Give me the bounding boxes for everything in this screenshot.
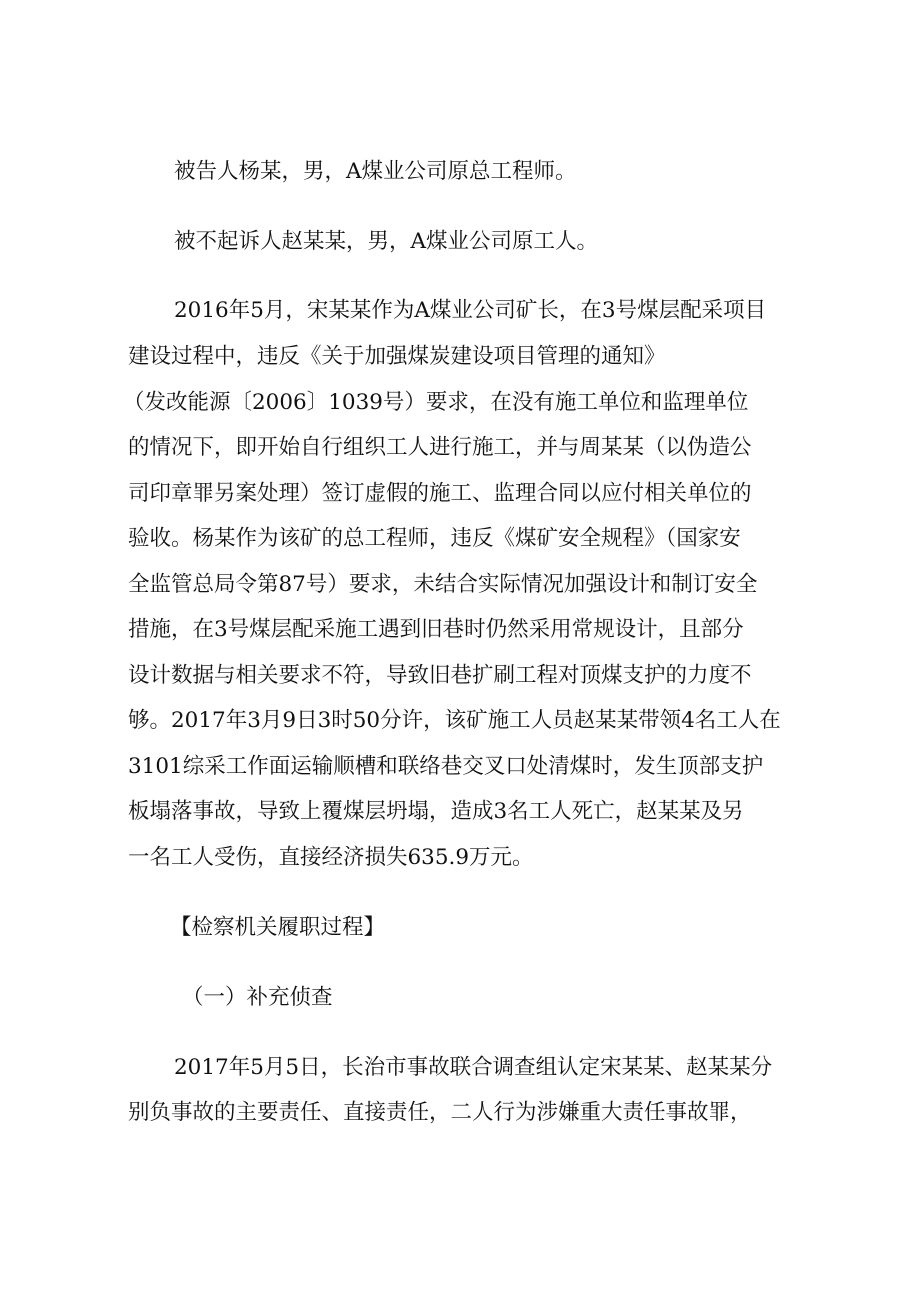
- defendant-line: 被告人杨某，男，A煤业公司原总工程师。: [174, 159, 577, 184]
- facts-line-12: 板塌落事故，导致上覆煤层坍塌，造成3名工人死亡，赵某某及另: [128, 799, 744, 824]
- facts-line-3: （发改能源〔2006〕1039号）要求，在没有施工单位和监理单位: [123, 390, 749, 415]
- facts-line-4: 的情况下，即开始自行组织工人进行施工，并与周某某（以伪造公: [128, 435, 752, 460]
- facts-line-11: 3101综采工作面运输顺槽和联络巷交叉口处清煤时，发生顶部支护: [128, 754, 764, 779]
- facts-line-7: 全监管总局令第87号）要求，未结合实际情况加强设计和制订安全: [128, 572, 758, 597]
- supplement-line-2: 别负事故的主要责任、直接责任，二人行为涉嫌重大责任事故罪，: [128, 1100, 752, 1125]
- facts-line-6: 验收。杨某作为该矿的总工程师，违反《煤矿安全规程》（国家安: [128, 526, 741, 551]
- facts-line-13: 一名工人受伤，直接经济损失635.9万元。: [128, 845, 534, 870]
- facts-line-10: 够。2017年3月9日3时50分许，该矿施工人员赵某某带领4名工人在: [128, 708, 781, 733]
- facts-line-1: 2016年5月，宋某某作为A煤业公司矿长，在3号煤层配采项目: [174, 298, 767, 323]
- facts-line-2: 建设过程中，违反《关于加强煤炭建设项目管理的通知》: [128, 344, 666, 369]
- supplement-line-1: 2017年5月5日，长治市事故联合调查组认定宋某某、赵某某分: [174, 1055, 773, 1080]
- facts-line-9: 设计数据与相关要求不符，导致旧巷扩刷工程对顶煤支护的力度不: [128, 663, 752, 688]
- non-prosecuted-line: 被不起诉人赵某某，男，A煤业公司原工人。: [174, 229, 599, 254]
- facts-line-5: 司印章罪另案处理）签订虚假的施工、监理合同以应付相关单位的: [128, 481, 752, 506]
- facts-line-8: 措施，在3号煤层配采施工遇到旧巷时仍然采用常规设计，且部分: [128, 617, 744, 642]
- section-heading: 【检察机关履职过程】: [170, 915, 386, 940]
- sub-heading: （一）补充侦查: [182, 985, 333, 1010]
